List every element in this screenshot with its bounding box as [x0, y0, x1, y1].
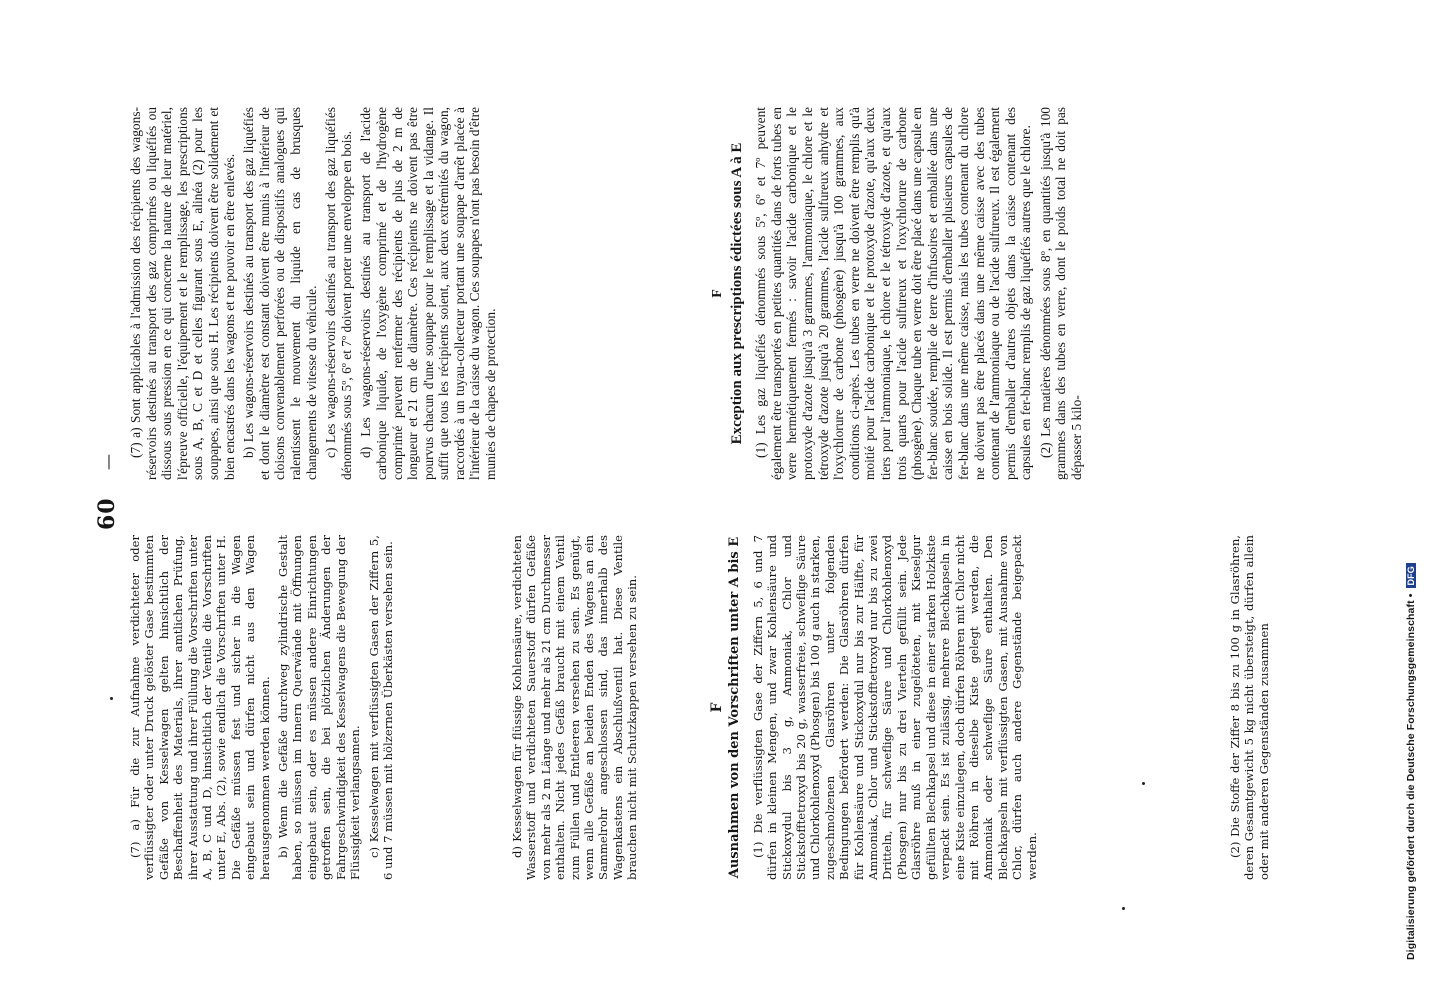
scan-speck: [110, 697, 113, 700]
page-dash: —: [98, 454, 117, 470]
german-paragraph-7a: (7) a) Für die zur Aufnahme verdichteter oder verflüssigter oder unter Druck gelöster Gase bestimmten Gefäße von Kesselwagen gelten hinsichtlich der Beschaffenheit des Materials, ihrer amtlichen Prüfung, ihrer Ausstattung und ihrer Füllung die Vorschriften unter A, B, C und D, hinsichtlich der Ventile die Vorschriften unter E, Abs. (2), sowie endlich die Vorschriften unter H. Die Gefäße müssen fest und sicher in die Wagen eingebaut sein und dürfen nicht aus den Wagen herausgenommen werden können.: [128, 535, 272, 880]
digitization-credit-text: Digitalisierung gefördert durch die Deutsche Forschungsgemeinschaft •: [1405, 593, 1417, 960]
french-section-f: [700, 107, 1089, 480]
digitization-credit: [1405, 20, 1417, 960]
french-paragraph-1: (1) Les gaz liquéfiés dénommés sous 5º, 6º et 7º peuvent également être transportés en petites quantités dans de forts tubes en verre hermétiquement fermés : savoir l'acide carbonique et le protoxyde d'azote jusqu'à 3 grammes, l'ammoniaque, le chlore et le tétroxyde d'azote jusqu'à 20 grammes, l'acide sulfureux anhydre et l'oxychlorure de carbone (phosgène) jusqu'à 100 grammes, aux conditions ci-après. Les tubes en verre ne doivent être remplis qu'à moitié pour l'acide carbonique et le protoxyde d'azote, qu'aux deux tiers pour l'ammoniaque, le chlore et le tétroxyde d'azote, et qu'aux trois quarts pour l'acide sulfureux et l'oxychlorure de carbone (phosgène). Chaque tube en verre doit être placé dans une capsule en fer-blanc soudée, remplie de terre d'infusoires et emballée dans une caisse en bois solide. Il est permis d'emballer plusieurs capsules de fer-blanc dans une même caisse, mais les tubes contenant du chlore ne doivent pas être placés dans une même caisse avec des tubes contenant de l'ammoniaque ou de l'acide sulfureux. Il est également permis d'emballer d'autres objets dans la caisse contenant des capsules en fer-blanc remplis de gaz liquéfiés autres que le chlore.: [753, 107, 1034, 480]
scan-speck: [1142, 782, 1145, 785]
french-paragraph-7c: c) Les wagons-réservoirs destinés au transport des gaz liquéfiés dénommés sous 5º, 6º et 7º doivent porter une enveloppe en bois.: [323, 107, 354, 480]
german-paragraph-2-block: [1228, 535, 1275, 880]
french-section-letter: F: [710, 289, 725, 298]
german-upper-block: [128, 535, 399, 880]
german-paragraph-7d: d) Kesselwagen für flüssige Kohlensäure, verdichteten Wasserstoff und verdichteten Sauerstoff dürfen Gefäße von mehr als 2 m Länge und mehr als 21 cm Durchmesser enthalten. Nicht jedes Gefäß braucht mit einem Ventil zum Füllen und Entleeren versehen zu sein. Es genügt, wenn alle Gefäße an beiden Enden des Wagens an ein Sammelrohr angeschlossen sind, das innerhalb des Wagenkastens ein Abschlußventil hat. Diese Ventile brauchen nicht mit Schutzkappen versehen zu sein.: [510, 535, 640, 880]
french-paragraph-7a: (7) a) Sont applicables à l'admission des récipients des wagons-réservoirs destinés au transport des gaz comprimés ou liquéfiés ou dissous sous pression en ce qui concerne la nature de leur matériel, l'épreuve officielle, l'équipement et le remplissage, les prescriptions sous A, B, C et D et celles figurant sous E, alinéa (2) pour les soupapes, ainsi que sous H. Les récipients doivent être solidement et bien encastrés dans les wagons et ne pouvoir en être enlevés.: [128, 107, 237, 480]
german-section-letter: F: [709, 702, 725, 713]
french-paragraph-7b: b) Les wagons-réservoirs destinés au transport des gaz liquéfiés et dont le diamètre est constant doivent être munis à l'intérieur de cloisons convenablement perforées ou de dispositifs analogues qui ralentissent le mouvement du liquide en cas de brusques changements de vitesse du véhicule.: [241, 107, 319, 480]
french-paragraph-7d: d) Les wagons-réservoirs destinés au transport de l'acide carbonique liquide, de l'oxygène comprimé et de l'hydrogène comprimé peuvent renfermer des récipients de plus de 2 m de longueur et 21 cm de diamètre. Ces récipients ne doivent pas être pourvus chacun d'une soupape pour le remplissage et la vidange. Il suffit que tous les récipients soient, aux deux extrémités du wagon, raccordés à un tuyau-collecteur portant une soupape d'arrêt placée à l'intérieur de la caisse du wagon. Ces soupapes n'ont pas besoin d'être munies de chapes de protection.: [358, 107, 499, 480]
dfg-logo: DFG: [1406, 563, 1416, 588]
german-paragraph-7b: b) Wenn die Gefäße durchweg zylindrische Gestalt haben, so müssen im Innern Querwände mit Öffnungen eingebaut sein, oder es müssen andere Einrichtungen getroffen sein, die bei plötzlichen Änderungen der Fahrgeschwindigkeit des Kesselwagens die Bewegung der Flüssigkeit verlangsamen.: [276, 535, 363, 880]
scan-speck: [1122, 907, 1125, 910]
german-section-heading: Ausnahmen von den Vorschriften unter A bis E: [727, 536, 743, 879]
french-section-heading: Exception aux prescriptions édictées sous A à E: [728, 142, 745, 445]
german-paragraph-1: (1) Die verflüssigten Gase der Ziffern 5, 6 und 7 dürfen in kleinen Mengen, und zwar Kohlensäure und Stickoxydul bis 3 g, Ammoniak, Chlor und Stickstofftetroxyd bis 20 g, wasserfreie, schweflige Säure und Chlorkohlenoxyd (Phosgen) bis 100 g auch in starken, zugeschmolzenen Glasröhren unter folgenden Bedingungen befördert werden: Die Glasröhren dürfen für Kohlensäure und Stickoxydul nur bis zur Hälfte, für Ammoniak, Chlor und Stickstofftetroxyd nur bis zu zwei Dritteln, für schweflige Säure und Chlorkohlenoxyd (Phosgen) nur bis zu drei Vierteln gefüllt sein. Jede Glasröhre muß in einer zugelöteten, mit Kieselgur gefüllten Blechkapsel und diese in einer starken Holzkiste verpackt sein. Es ist zulässig, mehrere Blechkapseln in eine Kiste einzulegen, doch dürfen Röhren mit Chlor nicht mit Röhren in dieselbe Kiste gelegt werden, die Ammoniak oder schweflige Säure enthalten. Den Blechkapseln mit verflüssigten Gasen, mit Ausnahme von Chlor, dürfen auch andere Gegenstände beigepackt werden.: [750, 535, 1039, 880]
french-upper-block: [128, 107, 503, 480]
german-paragraph-2: (2) Die Stoffe der Ziffer 8 bis zu 100 g in Glasröhren, deren Gesamtgewicht 5 kg nicht übersteigt, dürfen allein oder mit anderen Gegenständen zusammen: [1228, 535, 1271, 880]
page-number: 60: [94, 497, 120, 530]
german-paragraph-7c: c) Kesselwagen mit verflüssigten Gasen der Ziffern 5, 6 und 7 müssen mit hölzernen Überkästen versehen sein.: [366, 535, 395, 880]
german-section-f: [700, 535, 1043, 880]
german-7d-block: [510, 535, 644, 880]
french-paragraph-2: (2) Les matières dénommées sous 8º, en quantités jusqu'à 100 grammes dans des tubes en verre, dont le poids total ne doit pas dépasser 5 kilo-: [1037, 107, 1085, 480]
